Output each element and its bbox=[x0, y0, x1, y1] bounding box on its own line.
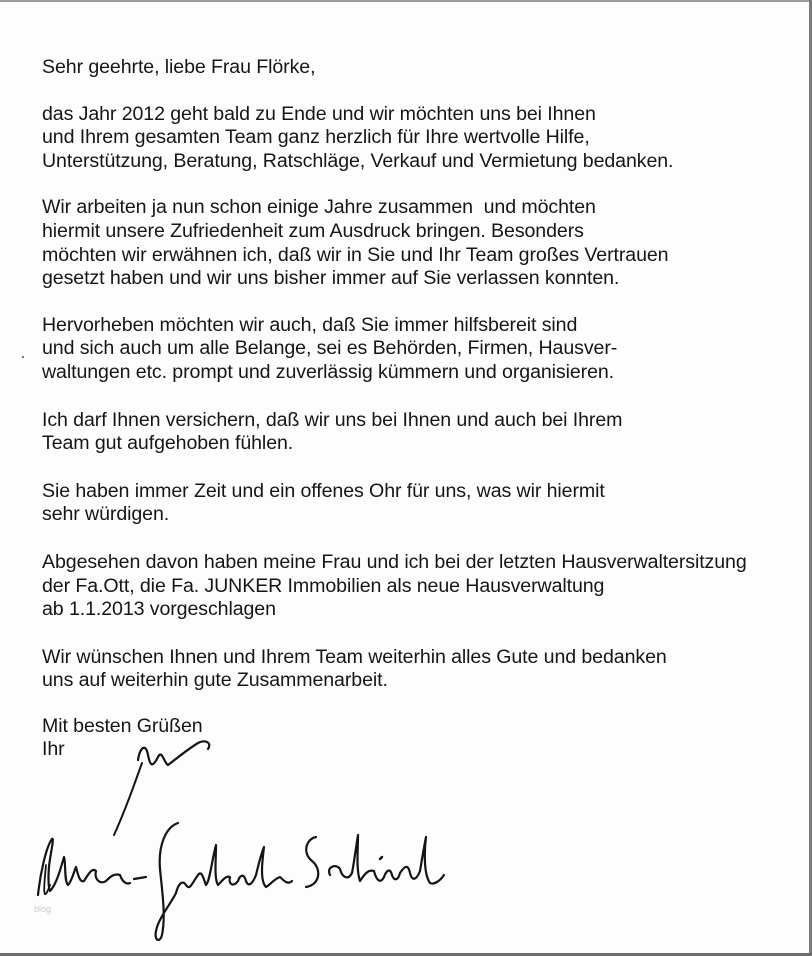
closing-line: Mit besten Grüßen bbox=[42, 714, 203, 737]
text-line: waltungen etc. prompt und zuverlässig kümmern und organisieren. bbox=[42, 360, 615, 383]
text-line: das Jahr 2012 geht bald zu Ende und wir möchten uns bei Ihnen bbox=[42, 102, 596, 125]
text-line: sehr würdigen. bbox=[42, 503, 170, 526]
text-line: hiermit unsere Zufriedenheit zum Ausdruck bringen. Besonders bbox=[42, 219, 584, 242]
text-line: und Ihrem gesamten Team ganz herzlich für Ihre wertvolle Hilfe, bbox=[42, 126, 590, 149]
paragraph-recommendation bbox=[42, 551, 807, 622]
text-line: Wir arbeiten ja nun schon einige Jahre zusammen und möchten bbox=[42, 196, 596, 219]
text-line: uns auf weiterhin gute Zusammenarbeit. bbox=[42, 669, 388, 692]
handwritten-signature bbox=[30, 735, 450, 945]
paragraph-satisfaction bbox=[42, 196, 807, 290]
text-line: Team gut aufgehoben fühlen. bbox=[42, 432, 294, 455]
paragraph-time bbox=[42, 480, 807, 527]
text-line: und sich auch um alle Belange, sei es Behörden, Firmen, Hausver- bbox=[42, 337, 618, 360]
text-line: Unterstützung, Beratung, Ratschläge, Verkauf und Vermietung bedanken. bbox=[42, 149, 674, 172]
text-line: Hervorheben möchten wir auch, daß Sie immer hilfsbereit sind bbox=[42, 313, 578, 336]
letter-body bbox=[42, 56, 807, 762]
text-line: ab 1.1.2013 vorgeschlagen bbox=[42, 598, 276, 621]
text-line: möchten wir erwähnen ich, daß wir in Sie und Ihr Team großes Vertrauen bbox=[42, 243, 669, 266]
text-line: gesetzt haben und wir uns bisher immer auf Sie verlassen konnten. bbox=[42, 267, 620, 290]
text-line: Abgesehen davon haben meine Frau und ich bei der letzten Hausverwaltersitzung bbox=[42, 550, 747, 573]
scan-speck bbox=[22, 356, 24, 358]
paragraph-helpfulness bbox=[42, 314, 807, 385]
scan-edge-top bbox=[0, 0, 812, 2]
closing-line: Ihr bbox=[42, 738, 65, 761]
text-line: Ich darf Ihnen versichern, daß wir uns bei Ihnen und auch bei Ihrem bbox=[42, 408, 623, 431]
paragraph-assurance bbox=[42, 409, 807, 456]
text-line: Sie haben immer Zeit und ein offenes Ohr für uns, was wir hiermit bbox=[42, 479, 605, 502]
paragraph-wishes bbox=[42, 646, 807, 693]
paragraph-thanks bbox=[42, 103, 807, 174]
text-line: der Fa.Ott, die Fa. JUNKER Immobilien als neue Hausverwaltung bbox=[42, 574, 605, 597]
letter-greeting: Sehr geehrte, liebe Frau Flörke, bbox=[42, 56, 316, 78]
text-line: Wir wünschen Ihnen und Ihrem Team weiterhin alles Gute und bedanken bbox=[42, 645, 667, 668]
watermark-text: blog bbox=[34, 904, 52, 914]
